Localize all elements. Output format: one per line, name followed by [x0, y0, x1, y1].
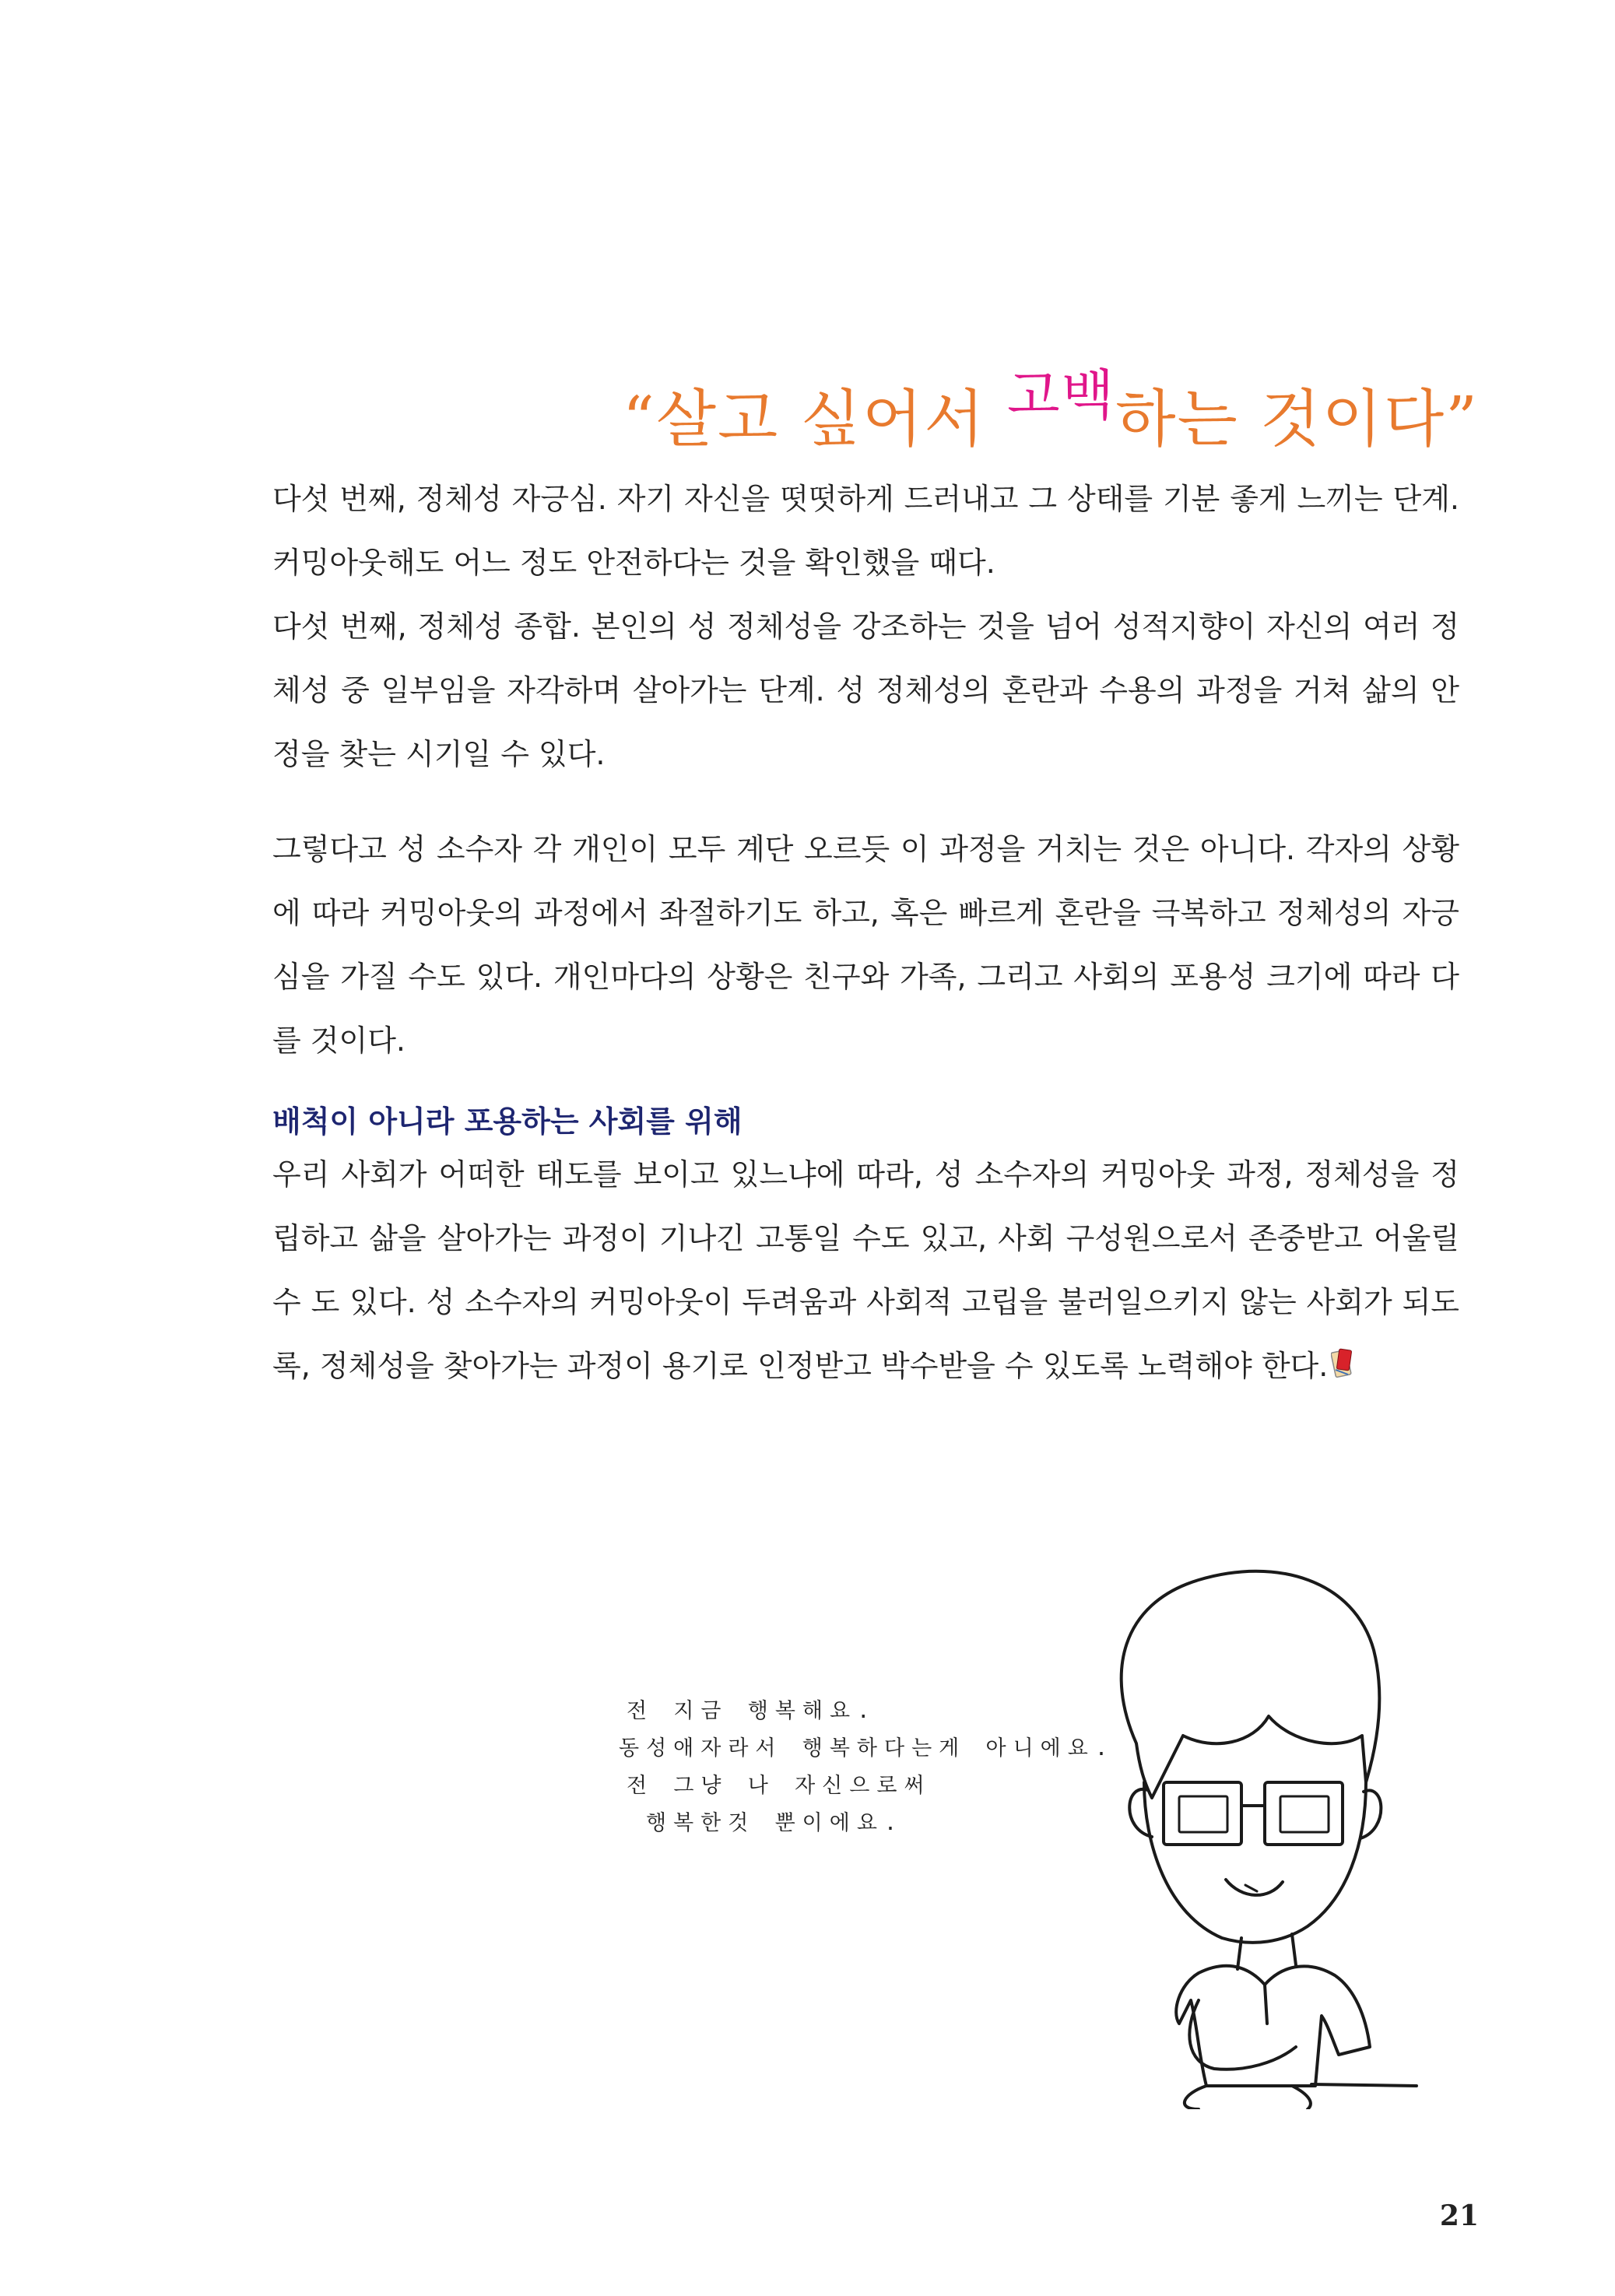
speech-text: [619, 1693, 1115, 1842]
title-part-after: 하는 것이다”: [1115, 382, 1479, 455]
paragraph-block-1: [272, 467, 1459, 786]
speech-line-1: 전 지금 행복해요.: [627, 1699, 877, 1723]
paragraph-identity-synthesis: 다섯 번째, 정체성 종합. 본인의 성 정체성을 강조하는 것을 넘어 성적지향이 자신의 여러 정체성 중 일부임을 자각하며 살아가는 단계. 성 정체성의 혼란과 수용의 과정을 거쳐 삶의 안정을 찾는 시기일 수 있다.: [272, 609, 1459, 771]
bench-line: [1311, 2084, 1417, 2086]
page-number: 21: [1439, 2199, 1479, 2232]
section-subheading: 배척이 아니라 포용하는 사회를 위해: [272, 1104, 743, 1139]
paragraph-identity-pride: 다섯 번째, 정체성 자긍심. 자기 자신을 떳떳하게 드러내고 그 상태를 기분 좋게 느끼는 단계. 커밍아웃해도 어느 정도 안전하다는 것을 확인했을 때다.: [272, 482, 1459, 580]
speech-line-3: 전 그냥 나 자신으로써: [627, 1774, 932, 1798]
glasses-left-lens: [1164, 1782, 1241, 1845]
glasses-right-lens: [1265, 1782, 1343, 1845]
paragraph-block-2: [272, 817, 1459, 1073]
title-part-before: “살고 싶어서: [622, 382, 1008, 455]
character-mouth: [1226, 1880, 1283, 1895]
paragraph-inclusive-society-text: 우리 사회가 어떠한 태도를 보이고 있느냐에 따라, 성 소수자의 커밍아웃 과정, 정체성을 정립하고 삶을 살아가는 과정이 기나긴 고통일 수도 있고, 사회 구성원으로서 존중받고 어울릴 수 도 있다. 성 소수자의 커밍아웃이 두려움과 사회적 고립을 불러일으키지 않는 사회가 되도록, 정체성을 찾아가는 과정이 용기로 인정받고 박수받을 수 있도록 노력해야 한다.: [272, 1157, 1459, 1383]
character-shirt: [1176, 1966, 1370, 2086]
paragraph-individual-differences: 그렇다고 성 소수자 각 개인이 모두 계단 오르듯 이 과정을 거치는 것은 아니다. 각자의 상황에 따라 커밍아웃의 과정에서 좌절하기도 하고, 혹은 빠르게 혼란을 극복하고 정체성의 자긍심을 가질 수도 있다. 개인마다의 상황은 친구와 가족, 그리고 사회의 포용성 크기에 따라 다를 것이다.: [272, 832, 1459, 1058]
speech-line-4: 행복한것 뿐이에요.: [646, 1811, 904, 1835]
page-title: [272, 363, 1479, 458]
character-arm: [1189, 2000, 1296, 2070]
speech-line-2: 동성애자라서 행복하다는게 아니에요.: [619, 1736, 1115, 1761]
paragraph-inclusive-society: [272, 1143, 1459, 1398]
end-mark-icon: [1331, 1346, 1354, 1381]
title-accent-word: 고백: [1007, 363, 1116, 427]
character-hair: [1122, 1571, 1380, 1798]
character-knees: [1185, 2086, 1311, 2109]
character-neck: [1238, 1934, 1296, 1969]
paragraph-block-3: [272, 1143, 1459, 1398]
